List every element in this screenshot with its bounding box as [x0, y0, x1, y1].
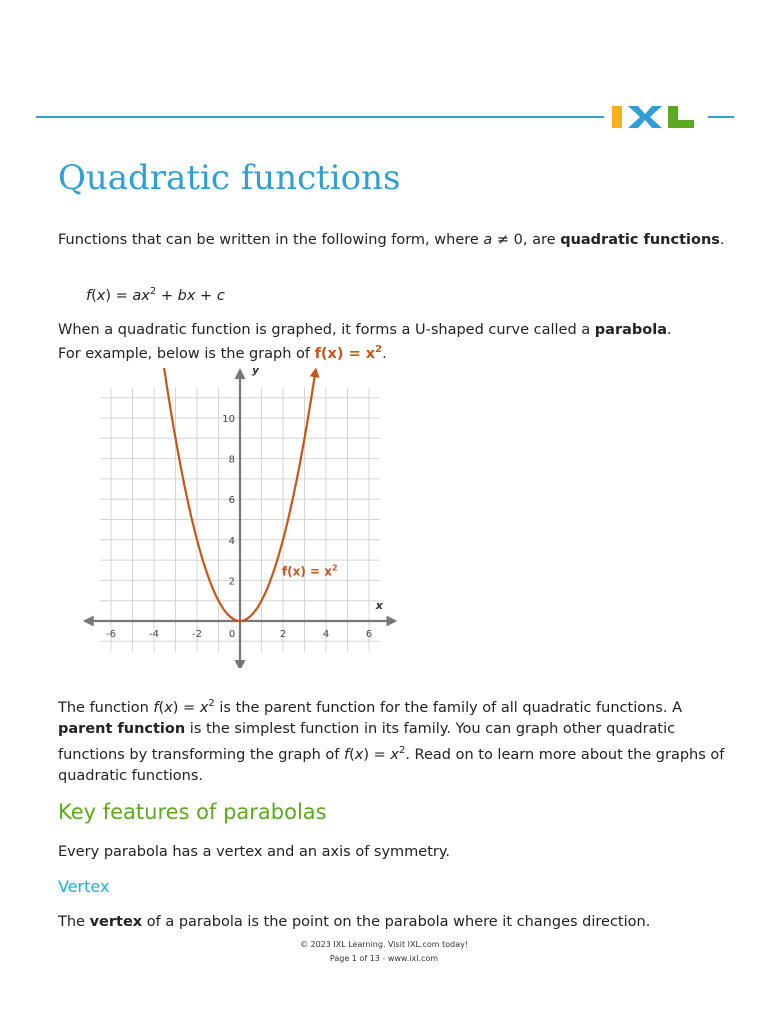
- footer-page: Page 1 of 13 - www.ixl.com: [329, 954, 439, 963]
- highlighted-function: $f(x) = x^2$: [314, 344, 383, 362]
- parent-function-paragraph: The function $f(x) = x^2$ is the parent function for the family of all quadratic functions. A parent function is the simplest function in its family. You can graph other quadratic functions by transforming the graph of $f(x) = x^2$. Read on to learn more about the graphs of quadratic functions.: [58, 698, 725, 784]
- x-tick-label: -2: [192, 629, 202, 640]
- x-tick-label: -4: [149, 629, 159, 640]
- intro-paragraph: Functions that can be written in the following form, where a ≠ 0, are quadratic functions.: [58, 232, 725, 248]
- y-tick-label: 6: [228, 495, 235, 507]
- y-tick-label: 4: [228, 535, 235, 547]
- subsection-heading: Vertex: [58, 877, 110, 896]
- x-tick-label: 2: [279, 629, 287, 640]
- y-tick-label: 2: [228, 576, 235, 588]
- curve-label: $f(x) = x^2$: [281, 563, 338, 579]
- x-tick-label: -6: [106, 629, 116, 640]
- x-tick-label: 0: [228, 629, 236, 640]
- ixl-logo-mark: [612, 106, 694, 128]
- parabola-paragraph: When a quadratic function is graphed, it forms a U-shaped curve called a parabola. For example, below is the graph of $f(x) = x^2$.: [58, 322, 672, 362]
- section-heading: Key features of parabolas: [58, 800, 327, 824]
- page-title: Quadratic functions: [58, 158, 401, 198]
- vertex-paragraph: The vertex of a parabola is the point on the parabola where it changes direction.: [58, 914, 651, 930]
- y-axis-label: y: [252, 368, 260, 377]
- y-tick-label: 8: [228, 454, 235, 466]
- x-tick-label: 4: [322, 629, 330, 640]
- y-tick-label: 10: [222, 414, 235, 425]
- header-rule-left: [36, 116, 604, 118]
- section-text: Every parabola has a vertex and an axis of symmetry.: [58, 844, 450, 860]
- parabola-graph: [80, 368, 410, 668]
- header-rule-right: [708, 116, 734, 118]
- footer-copyright: © 2023 IXL Learning. Visit IXL.com today!: [299, 940, 469, 949]
- x-tick-label: 6: [365, 629, 373, 640]
- ixl-logo: [612, 103, 702, 131]
- quadratic-formula: $f(x) = ax^2$ + bx + c: [86, 286, 225, 304]
- x-axis-label: x: [375, 599, 383, 612]
